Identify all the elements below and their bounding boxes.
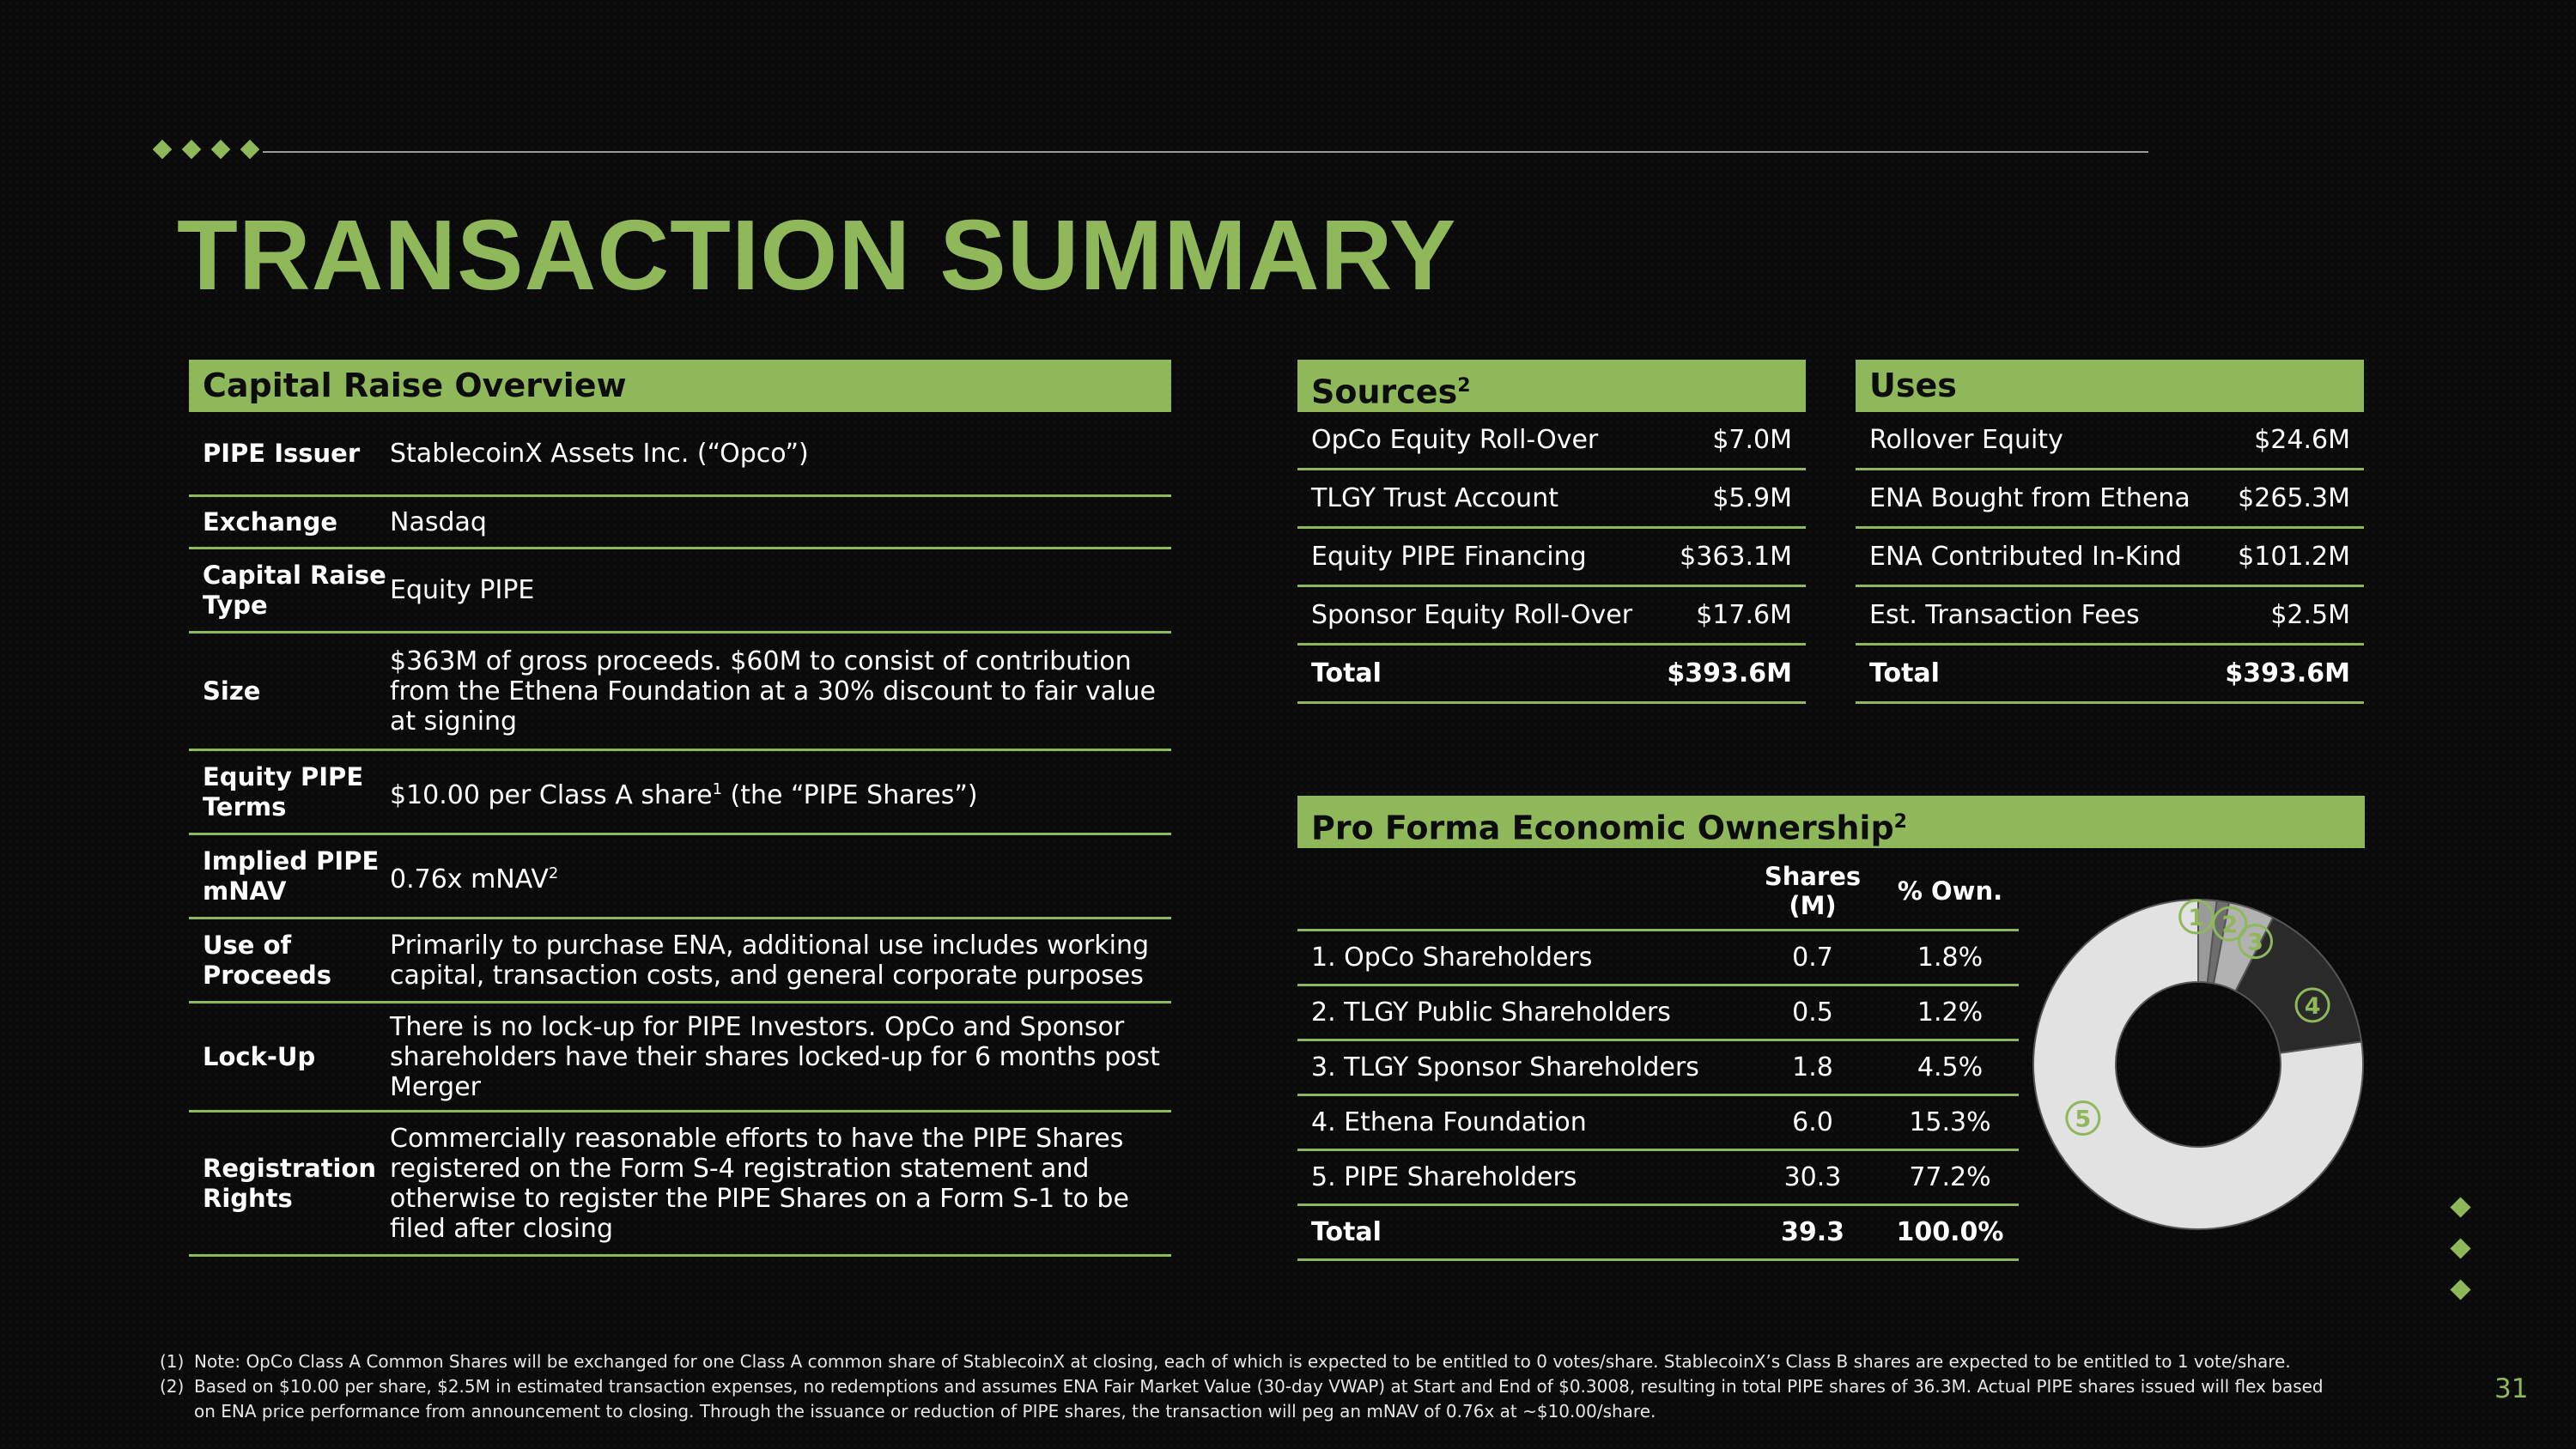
row-value: $363M of gross proceeds. $60M to consist of contribution from the Ethena Foundation at a 30% discount to fair value at signing [390,646,1156,737]
table-row: ENA Contributed In-Kind $101.2M [1856,529,2364,587]
ownership-section [1297,796,2365,848]
ownership-donut-chart [2026,893,2370,1236]
table-row [189,1003,1171,1113]
table-row [189,835,1171,919]
footnote: (2) Based on $10.00 per share, $2.5M in estimated transaction expenses, no redemptions and assumes ENA Fair Market Value (30-day VWAP) at Start and End of $0.3008, resulting in total PIPE shares of 36.3M. Actual PIPE shares issued will flex based on ENA price performance from announcement to closing. Through the issuance or reduction of PIPE shares, the transaction will peg an mNAV of 0.76x at ~$10.00/share. [160,1376,2324,1422]
row-value: Equity PIPE [390,575,535,605]
row-value: Commercially reasonable efforts to have the PIPE Shares registered on the Form S-4 registration statement and otherwise to register the PIPE Shares on a Form S-1 to be filed after closing [390,1123,1129,1244]
table-row [189,751,1171,835]
row-label: PIPE Issuer [203,438,361,468]
svg-text:1: 1 [2188,905,2205,932]
row-label: Implied PIPE mNAV [203,846,380,906]
svg-text:4: 4 [2304,992,2321,1020]
table-header-row [1297,853,2019,931]
table-row: TLGY Trust Account $5.9M [1297,470,1806,529]
footnote: (1) Note: OpCo Class A Common Shares will be exchanged for one Class A common share of StablecoinX at closing, each of which is expected to be entitled to 0 votes/share. StablecoinX’s Class B shares are expected to be entitled to 1 vote/share. [160,1351,2291,1372]
table-row: 3. TLGY Sponsor Shareholders 1.8 4.5% [1297,1041,2019,1096]
total-row: Total $393.6M [1856,646,2364,704]
svg-text:5: 5 [2075,1106,2092,1133]
total-row: Total $393.6M [1297,646,1806,704]
svg-text:2: 2 [2221,912,2239,939]
row-label: Size [203,676,261,706]
table-row: Est. Transaction Fees $2.5M [1856,587,2364,646]
row-label: Use of Proceeds [203,930,332,990]
table-row: Rollover Equity $24.6M [1856,412,2364,470]
row-label: Capital Raise Type [203,560,386,620]
pct-column-header: % Own. [1897,876,2003,906]
table-row [189,497,1171,549]
title-divider [263,151,2148,153]
svg-text:3: 3 [2247,929,2263,956]
page-title: TRANSACTION SUMMARY [177,199,1457,311]
table-row: 5. PIPE Shareholders 30.3 77.2% [1297,1151,2019,1206]
table-row [189,634,1171,751]
table-row: 4. Ethena Foundation 6.0 15.3% [1297,1096,2019,1151]
shares-column-header: Shares (M) [1764,862,1862,920]
table-row [189,1113,1171,1257]
table-row: 2. TLGY Public Shareholders 0.5 1.2% [1297,986,2019,1041]
row-label: Equity PIPE Terms [203,761,364,822]
footnotes [160,1349,2332,1424]
total-row: Total 39.3 100.0% [1297,1206,2019,1261]
capital-raise-header: Capital Raise Overview [189,360,1171,412]
table-row [189,412,1171,497]
row-label: Lock-Up [203,1041,316,1071]
sources-table [1297,360,1806,704]
row-value: There is no lock-up for PIPE Investors. OpCo and Sponsor shareholders have their shares locked-up for 6 months post Merger [390,1011,1160,1102]
ownership-table [1297,853,2019,1261]
table-row [189,919,1171,1003]
table-row [189,549,1171,634]
uses-table [1856,360,2364,704]
row-value: 0.76x mNAV$^2$ [390,864,559,894]
table-row: Sponsor Equity Roll-Over $17.6M [1297,587,1806,646]
uses-header: Uses [1856,360,2364,412]
row-label: Registration Rights [203,1153,377,1213]
table-row: ENA Bought from Ethena $265.3M [1856,470,2364,529]
row-value: Primarily to purchase ENA, additional use includes working capital, transaction costs, and general corporate purposes [390,930,1150,991]
row-value: StablecoinX Assets Inc. (“Opco”) [390,438,809,469]
capital-raise-overview-table [189,360,1171,1257]
decorative-diamonds [150,142,262,156]
table-row: 1. OpCo Shareholders 0.7 1.8% [1297,931,2019,986]
table-row: OpCo Equity Roll-Over $7.0M [1297,412,1806,470]
row-label: Exchange [203,506,337,537]
decorative-diamonds-vertical [2453,1200,2468,1324]
ownership-header: Pro Forma Economic Ownership$^2$ [1297,796,2365,848]
row-value: $10.00 per Class A share$^1$ (the “PIPE Shares”) [390,779,978,810]
table-row: Equity PIPE Financing $363.1M [1297,529,1806,587]
sources-header: Sources$^2$ [1297,360,1806,412]
page-number: 31 [2494,1373,2529,1404]
row-value: Nasdaq [390,506,487,537]
